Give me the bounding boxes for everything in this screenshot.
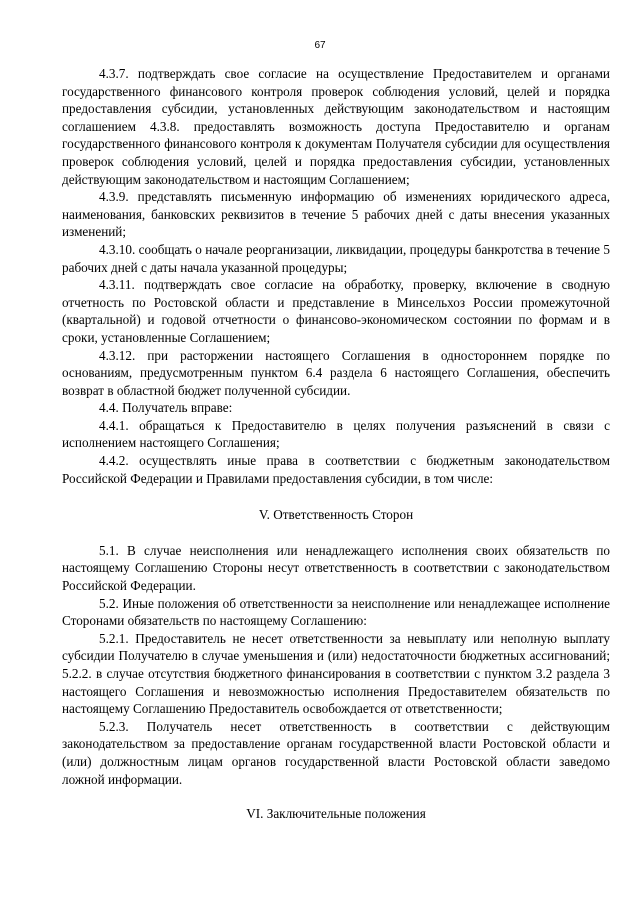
paragraph-4-3-11: 4.3.11. подтверждать свое согласие на обработку, проверку, включение в сводную отчетность по Ростовской области и представление в Минсельхоз России промежуточной (квартальной) и годовой отчетности о финансово-экономическом состоянии по формам и в сроки, установленные Соглашением; xyxy=(62,277,610,345)
section-heading-6: VI. Заключительные положения xyxy=(246,806,426,822)
paragraph-5-2-3: 5.2.3. Получатель несет ответственность в соответствии с действующим законодательством за предоставление органам государственной власти Ростовской области и (или) должностным лицам органов государственной власти Ростовской области заведомо ложной информации. xyxy=(62,718,610,787)
page-number: 67 xyxy=(314,40,326,51)
paragraph-4-3-12: 4.3.12. при расторжении настоящего Соглашения в одностороннем порядке по основаниям, предусмотренным пунктом 6.4 раздела 6 настоящего Соглашения, обеспечить возврат в областной бюджет полученной субсидии. xyxy=(62,347,610,398)
paragraph-4-4-1: 4.4.1. обращаться к Предоставителю в целях получения разъяснений в связи с исполнением настоящего Соглашения; xyxy=(62,417,610,451)
paragraph-4-4: 4.4. Получатель вправе: xyxy=(99,400,233,416)
paragraph-5-1: 5.1. В случае неисполнения или ненадлежащего исполнения своих обязательств по настоящему Соглашению Стороны несут ответственность в соответствии с законодательством Российской Федерации. xyxy=(62,542,610,594)
section-heading-5: V. Ответственность Сторон xyxy=(258,507,414,523)
paragraph-4-4-2: 4.4.2. осуществлять иные права в соответствии с бюджетным законодательством Российской Федерации и Правилами предоставления субсидии, в том числе: xyxy=(62,453,610,486)
paragraph-4-3-10: 4.3.10. сообщать о начале реорганизации, ликвидации, процедуры банкротства в течение 5 рабочих дней с даты начала указанной процедуры; xyxy=(62,241,610,275)
document-body xyxy=(62,65,610,823)
paragraph-5-2: 5.2. Иные положения об ответственности за неисполнение или ненадлежащее исполнение Сторонами обязательств по настоящему Соглашению: xyxy=(62,595,610,629)
paragraph-4-3-9: 4.3.9. представлять письменную информацию об изменениях юридического адреса, наименования, банковских реквизитов в течение 5 рабочих дней с даты внесения указанных изменений; xyxy=(62,189,610,240)
paragraph-5-2-1: 5.2.1. Предоставитель не несет ответственности за невыплату или неполную выплату субсидии Получателю в случае уменьшения и (или) недостаточности бюджетных ассигнований; 5.2.2. в случае отсутствия бюджетного финансирования в соответствии с пунктом 3.2 раздела 3 настоящего Соглашения и невозможностью исполнения Предоставителем обязательств по настоящему Соглашению Предоставитель освобождается от ответственности; xyxy=(62,630,610,717)
paragraph-4-3-7: 4.3.7. подтверждать свое согласие на осуществление Предоставителем и органами государственного финансового контроля проверок соблюдения условий, целей и порядка предоставления субсидии, установленных действующим законодательством и настоящим соглашением 4.3.8. предоставлять возможность доступа Предоставителю и органам государственного финансового контроля к документам Получателя субсидии для осуществления проверок соблюдения условий, целей и порядка предоставления субсидии, установленных действующим законодательством и настоящим Соглашением; xyxy=(62,66,610,187)
